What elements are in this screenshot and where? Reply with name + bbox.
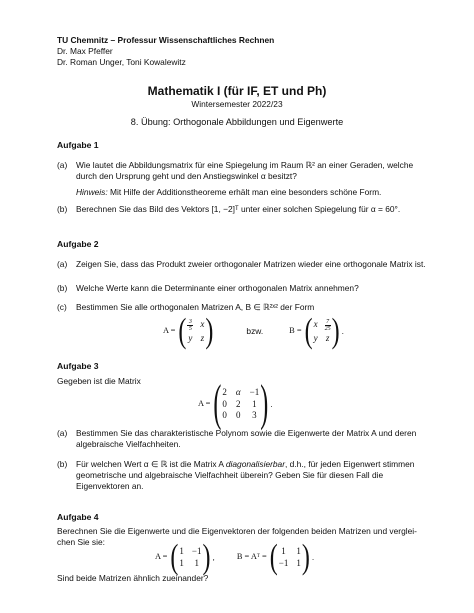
- item-label: (a): [57, 428, 68, 438]
- aufgabe-2b-text: Welche Werte kann die Determinante einer orthogonalen Matrix annehmen?: [76, 283, 359, 293]
- matrix-b: [304, 312, 340, 351]
- item-label: (b): [57, 204, 68, 214]
- aufgabe-1a-text-2: durch den Ursprung geht und den Anstiegswinkel α besitzt?: [76, 170, 297, 181]
- author-line-1: Dr. Max Pfeffer: [57, 46, 113, 56]
- cell: 2: [222, 387, 227, 397]
- emphasis: diagonalisierbar: [225, 459, 286, 469]
- matrix-a-label: A =: [155, 552, 168, 562]
- cell: −1: [249, 387, 260, 397]
- fraction: [187, 319, 193, 332]
- cell: −1: [191, 546, 202, 556]
- left-bracket: (: [178, 312, 187, 351]
- matrix-b-cells: [313, 319, 332, 345]
- cell: z: [200, 333, 205, 343]
- course-title: Mathematik I (für IF, ET und Ph): [147, 84, 327, 98]
- item-label: (b): [57, 459, 68, 469]
- aufgabe-4-intro: Berechnen Sie die Eigenwerte und die Eigenvektoren der folgenden beiden Matrizen und vergleichen Sie sie:: [57, 526, 417, 547]
- item-label: (b): [57, 283, 68, 293]
- cell: 1: [179, 546, 184, 556]
- right-bracket: ): [301, 538, 310, 577]
- text-part: Für welchen Wert α ∈ ℝ ist die Matrix A: [76, 459, 226, 469]
- matrix-a-label: A =: [163, 326, 176, 336]
- numerator: 7: [326, 319, 330, 325]
- aufgabe-3-intro: Gegeben ist die Matrix: [57, 376, 141, 386]
- aufgabe-4-question: Sind beide Matrizen ähnlich zueinander?: [57, 573, 209, 583]
- aufgabe-3a: [57, 428, 427, 450]
- right-bracket: ): [260, 377, 269, 432]
- title-block: [0, 84, 474, 129]
- document-header: [57, 35, 274, 68]
- aufgabe-2c-text: Bestimmen Sie alle orthogonalen Matrizen A, B ∈ ℝ²ˣ² der Form: [76, 302, 315, 312]
- cell: 0: [236, 410, 241, 421]
- hint: [76, 187, 427, 198]
- aufgabe-2a: [57, 259, 427, 270]
- cell: 1: [296, 557, 301, 568]
- cell: 3: [252, 410, 257, 421]
- aufgabe-2c-matrices: A = ( $\frac{3}{5}$ x y z ) bzw. B = ( x $\frac{7}{25}$ y z ) .: [163, 312, 344, 351]
- cell: 1: [281, 546, 286, 556]
- cell: α: [235, 387, 241, 397]
- cell: 2: [236, 398, 241, 409]
- aufgabe-3-heading: Aufgabe 3: [57, 361, 99, 371]
- aufgabe-2b: [57, 283, 427, 294]
- cell: 0: [222, 410, 227, 421]
- aufgabe-4-matrices: A = ( 1 −1 1 1 ) , B = Aᵀ = ( 1 1 −1 1 ) .: [155, 538, 315, 577]
- cell: 1: [296, 546, 301, 556]
- matrix-a-2x2: [170, 538, 211, 577]
- fraction: [325, 319, 331, 332]
- matrix-a-cells: [186, 319, 205, 345]
- cell: 1: [179, 557, 184, 568]
- matrix-cells: [178, 546, 202, 569]
- matrix-cells: [278, 546, 302, 569]
- matrix-b-label: B =: [289, 326, 302, 336]
- aufgabe-3a-text: Bestimmen Sie das charakteristische Polynom sowie die Eigenwerte der Matrix A und deren algebraische Vielfachheiten.: [76, 428, 417, 449]
- aufgabe-1-heading: Aufgabe 1: [57, 140, 99, 150]
- denominator: 5: [188, 326, 192, 332]
- author-line-2: Dr. Roman Unger, Toni Kowalewitz: [57, 57, 186, 67]
- matrix-b-label: B = Aᵀ =: [236, 552, 267, 562]
- matrix-a-label: A =: [198, 399, 211, 409]
- right-bracket: ): [205, 312, 214, 351]
- left-bracket: (: [213, 377, 222, 432]
- text-part: , d.h., für jeden Eigenwert stimmen geometrische und algebraische Vielfachheit überein? Geben Sie für diesen Fall die Eigenvektoren an.: [76, 459, 415, 491]
- matrix-b-2x2: [269, 538, 310, 577]
- cell: z: [325, 333, 330, 343]
- item-label: (a): [57, 160, 68, 170]
- left-bracket: (: [269, 538, 278, 577]
- cell: y: [313, 333, 318, 343]
- matrix-a: [178, 312, 214, 351]
- left-bracket: (: [170, 538, 179, 577]
- cell: 1: [194, 557, 199, 568]
- numerator: 3: [188, 319, 192, 325]
- aufgabe-3b: [57, 459, 427, 492]
- sheet-title: 8. Übung: Orthogonale Abbildungen und Eigenwerte: [130, 117, 344, 127]
- institution: TU Chemnitz – Professur Wissenschaftliches Rechnen: [57, 35, 275, 45]
- cell: 1: [252, 398, 257, 409]
- aufgabe-4-heading: Aufgabe 4: [57, 512, 99, 522]
- cell: −1: [278, 557, 289, 568]
- cell: 0: [222, 398, 227, 409]
- right-bracket: ): [202, 538, 211, 577]
- aufgabe-2a-text: Zeigen Sie, dass das Produkt zweier orthogonaler Matrizen wieder eine orthogonale Matrix ist.: [76, 259, 426, 269]
- cell: x: [313, 319, 318, 329]
- matrix-cells: [221, 387, 260, 422]
- aufgabe-1b: [57, 204, 427, 215]
- cell: x: [200, 319, 205, 329]
- aufgabe-1a: [57, 160, 427, 198]
- item-label: (c): [57, 302, 67, 312]
- aufgabe-1b-text: Berechnen Sie das Bild des Vektors [1, −2]ᵀ unter einer solchen Spiegelung für α = 60°.: [76, 204, 401, 214]
- aufgabe-3-matrix: A = ( 2 α −1 0 2 1 0 0 3 ) .: [198, 377, 273, 432]
- cell: y: [188, 333, 193, 343]
- hint-text: Mit Hilfe der Additionstheoreme erhält man eine besonders schöne Form.: [107, 186, 382, 197]
- bzw-text: bzw.: [246, 326, 264, 337]
- hint-label: Hinweis:: [76, 186, 108, 197]
- aufgabe-2-heading: Aufgabe 2: [57, 239, 99, 249]
- denominator: 25: [324, 326, 331, 332]
- left-bracket: (: [304, 312, 313, 351]
- aufgabe-2c: [57, 302, 427, 313]
- aufgabe-3b-text: [76, 459, 427, 492]
- aufgabe-1a-text-1: Wie lautet die Abbildungsmatrix für eine Spiegelung im Raum ℝ² an einer Geraden, welche: [76, 160, 414, 170]
- semester: Wintersemester 2022/23: [191, 99, 283, 109]
- item-label: (a): [57, 259, 68, 269]
- right-bracket: ): [331, 312, 340, 351]
